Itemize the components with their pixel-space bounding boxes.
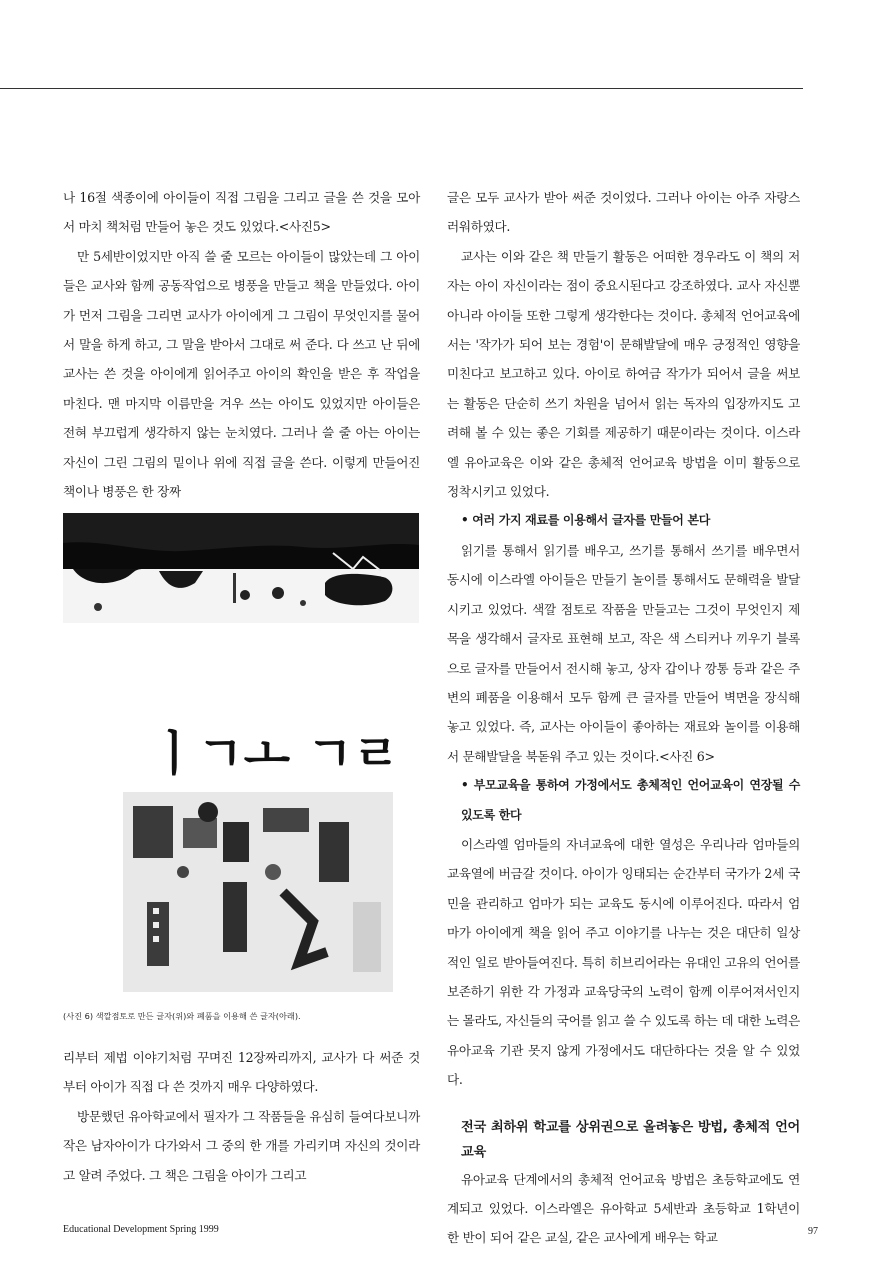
bullet-heading: • 부모교육을 통하여 가정에서도 총체적인 언어교육이 연장될 수 있도록 한다 [461,778,800,822]
header-rule [0,88,803,89]
page-number: 97 [808,1226,818,1237]
left-column-top [63,183,420,506]
paragraph: 나 16절 색종이에 아이들이 직접 그림을 그리고 글을 쓴 것을 모아서 마치 책처럼 만들어 놓은 것도 있었다.<사진5> [63,190,420,235]
paragraph: 글은 모두 교사가 받아 써준 것이었다. 그러나 아이는 아주 자랑스러워하였다. [447,190,800,235]
photo-caption: (사진 6) 색깔점토로 만든 글자(위)와 폐품을 이용해 쓴 글자(아래). [63,1011,301,1021]
paragraph: 유아교육 단계에서의 총체적 언어교육 방법은 초등학교에도 연계되고 있었다. 이스라엘은 유아학교 5세반과 초등학교 1학년이 한 반이 되어 같은 교실, 같은 교사에게 배우는 학교 [447,1171,800,1246]
paragraph: 방문했던 유아학교에서 필자가 그 작품들을 유심히 들여다보니까 작은 남자아이가 다가와서 그 중의 한 개를 가리키며 자신의 것이라고 알려 주었다. 그 책은 그림을 아이가 그리고 [63,1108,420,1183]
svg-text:ㅣㄱㅗ ㄱㄹ: ㅣㄱㅗ ㄱㄹ [151,726,400,782]
paragraph: 교사는 이와 같은 책 만들기 활동은 어떠한 경우라도 이 책의 저자는 아이 자신이라는 점이 중요시된다고 강조하였다. 교사 자신뿐 아니라 아이들 또한 그렇게 생각한다는 것이다. 총체적 언어교육에서는 '작가가 되어 보는 경험'이 문해발달에 매우 긍정적인 영향을 미친다고 보고하고 있다. 아이로 하여금 작가가 되어서 글을 써보는 활동은 단순히 쓰기 차원을 넘어서 읽는 독자의 입장까지도 고려해 볼 수 있는 좋은 기회를 제공하기 때문이라는 것이다. 이스라엘 유아교육은 이와 같은 총체적 언어교육 방법을 이미 활동으로 정착시키고 있었다. [447,248,800,500]
photo-clay-letters [63,513,419,623]
footer-journal: Educational Development Spring 1999 [63,1224,219,1235]
paragraph: 이스라엘 엄마들의 자녀교육에 대한 열성은 우리나라 엄마들의 교육열에 버금갈 것이다. 아이가 잉태되는 순간부터 국가가 2세 국민을 관리하고 엄마가 되는 교육도 동시에 이루어진다. 따라서 엄마가 아이에게 책을 읽어 주고 이야기를 나누는 것은 대단히 일상적인 일로 받아들여진다. 특히 히브리어라는 유대인 고유의 언어를 보존하기 위한 각 가정과 교육당국의 노력이 함께 이루어져서인지는 몰라도, 자신들의 국어를 읽고 쓸 수 있도록 하는 데 대한 노력은 유아교육 기관 못지 않게 가정에서도 대단하다는 것을 알 수 있었다. [447,836,800,1088]
left-column-bottom [63,1043,420,1190]
section-heading: 전국 최하위 학교를 상위권으로 올려놓은 방법, 총체적 언어교육 [461,1119,800,1160]
right-column [447,183,800,1253]
bullet-heading: • 여러 가지 재료를 이용해서 글자를 만들어 본다 [461,513,711,528]
photo-junk-letters [63,722,419,1004]
paragraph: 만 5세반이었지만 아직 쓸 줄 모르는 아이들이 많았는데 그 아이들은 교사와 함께 공동작업으로 병풍을 만들고 책을 만들었다. 아이가 먼저 그림을 그리면 교사가 아이에게 그 그림이 무엇인지를 물어서 말을 하게 하고, 그 말을 받아서 그대로 써 준다. 다 쓰고 난 뒤에 교사는 쓴 것을 아이에게 읽어주고 아이의 확인을 받은 후 작업을 마친다. 맨 마지막 이름만을 겨우 쓰는 아이도 있었지만 아이들은 전혀 부끄럽게 생각하지 않는 눈치였다. 그러나 쓸 줄 아는 아이는 자신이 그린 그림의 밑이나 위에 직접 글을 쓴다. 이렇게 만들어진 책이나 병풍은 한 장짜 [63,248,420,500]
paragraph: 리부터 제법 이야기처럼 꾸며진 12장짜리까지, 교사가 다 써준 것부터 아이가 직접 다 쓴 것까지 매우 다양하였다. [63,1050,420,1095]
paragraph: 읽기를 통해서 읽기를 배우고, 쓰기를 통해서 쓰기를 배우면서 동시에 이스라엘 아이들은 만들기 놀이를 통해서도 문해력을 발달시키고 있었다. 색깔 점토로 작품을 만들고는 그것이 무엇인지 제목을 생각해서 글자로 표현해 보고, 작은 색 스티커나 끼우기 블록으로 글자를 만들어서 전시해 놓고, 상자 갑이나 깡통 등과 같은 주변의 폐품을 이용해서 모두 함께 큰 글자를 만들어 벽면을 장식해 놓고 있었다. 즉, 교사는 아이들이 좋아하는 재료와 놀이를 이용해서 문해발달을 북돋워 주고 있는 것이다.<사진 6> [447,542,800,764]
